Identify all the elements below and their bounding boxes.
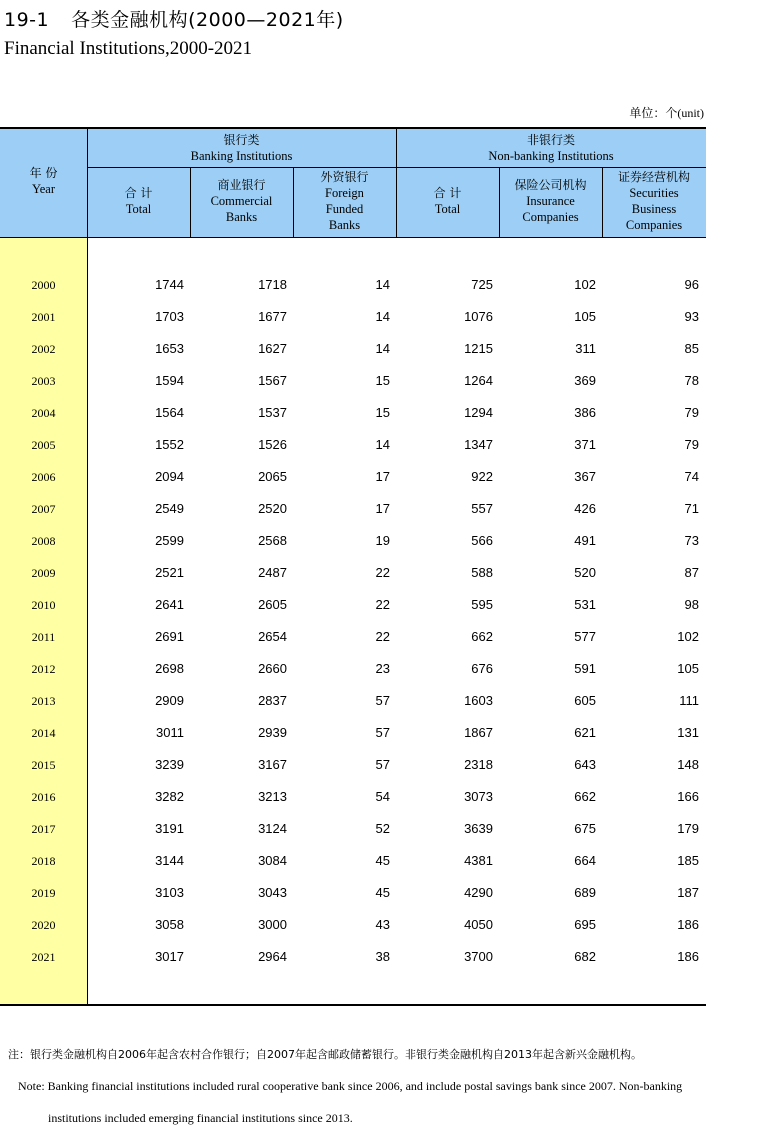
table-cell: 4290: [464, 885, 493, 900]
table-cell: 186: [677, 917, 699, 932]
header-securities-en2: Business: [631, 202, 677, 216]
table-cell: 2837: [258, 693, 287, 708]
table-cell: 71: [684, 501, 699, 516]
table-cell: 4381: [464, 853, 493, 868]
table-cell: 1718: [258, 277, 287, 292]
table-cell: 85: [684, 341, 699, 356]
table-cell: 185: [677, 853, 699, 868]
table-cell: 3191: [155, 821, 184, 836]
table-cell: 1264: [464, 373, 493, 388]
header-commercial: [190, 177, 293, 225]
table-cell: 695: [574, 917, 596, 932]
header-insurance-cn: 保险公司机构: [514, 178, 587, 192]
table-cell: 491: [574, 533, 596, 548]
table-cell: 566: [471, 533, 493, 548]
unit-cn: 单位：个: [629, 106, 678, 120]
row-year: 2007: [31, 502, 56, 516]
row-year: 2002: [31, 342, 56, 356]
table-cell: 1594: [155, 373, 184, 388]
table-cell: 3073: [464, 789, 493, 804]
header-banking: [87, 132, 396, 164]
header-nonbanking-cn: 非银行类: [526, 133, 575, 147]
table-cell: 1526: [258, 437, 287, 452]
header-securities-cn: 证券经营机构: [617, 170, 690, 184]
table-cell: 93: [684, 309, 699, 324]
row-year: 2017: [31, 822, 56, 836]
table-cell: 577: [574, 629, 596, 644]
table-cell: 96: [684, 277, 699, 292]
table-cell: 3084: [258, 853, 287, 868]
table-cell: 23: [375, 661, 390, 676]
table-cell: 1703: [155, 309, 184, 324]
header-nonbanking-total-en: Total: [434, 202, 461, 216]
table-cell: 14: [375, 437, 390, 452]
page-title-cn: [4, 5, 344, 32]
table-cell: 1677: [258, 309, 287, 324]
table-cell: 22: [375, 629, 390, 644]
table-cell: 588: [471, 565, 493, 580]
header-banking-total: [87, 185, 190, 217]
table-cell: 52: [375, 821, 390, 836]
table-cell: 2094: [155, 469, 184, 484]
table-cell: 14: [375, 277, 390, 292]
row-year: 2021: [31, 950, 56, 964]
table-cell: 2660: [258, 661, 287, 676]
table-cell: 3017: [155, 949, 184, 964]
table-cell: 621: [574, 725, 596, 740]
table-cell: 3239: [155, 757, 184, 772]
table-cell: 2318: [464, 757, 493, 772]
header-nonbanking-total-cn: 合 计: [433, 186, 462, 200]
table-cell: 54: [375, 789, 390, 804]
table-cell: 1567: [258, 373, 287, 388]
title-cn-text: 各类金融机构(2000—2021年): [71, 9, 344, 31]
table-cell: 3058: [155, 917, 184, 932]
header-year-cn: 年 份: [29, 166, 58, 180]
table-cell: 3103: [155, 885, 184, 900]
table-cell: 45: [375, 853, 390, 868]
table-cell: 2939: [258, 725, 287, 740]
table-cell: 1653: [155, 341, 184, 356]
table-cell: 2605: [258, 597, 287, 612]
table-cell: 3144: [155, 853, 184, 868]
note-en-line2: institutions included emerging financial institutions since 2013.: [48, 1111, 353, 1125]
table-cell: 426: [574, 501, 596, 516]
table-cell: 74: [684, 469, 699, 484]
table-cell: 79: [684, 437, 699, 452]
table-cell: 2654: [258, 629, 287, 644]
table-cell: 2521: [155, 565, 184, 580]
table-cell: 664: [574, 853, 596, 868]
table-cell: 2599: [155, 533, 184, 548]
table-cell: 1603: [464, 693, 493, 708]
row-year: 2009: [31, 566, 56, 580]
header-insurance-en2: Companies: [522, 210, 579, 224]
group-underline: [87, 167, 706, 168]
header-year: [0, 165, 87, 197]
header-banking-en: Banking Institutions: [190, 149, 293, 163]
table-cell: 2698: [155, 661, 184, 676]
table-cell: 2909: [155, 693, 184, 708]
table-cell: 662: [471, 629, 493, 644]
table-cell: 1744: [155, 277, 184, 292]
row-year: 2019: [31, 886, 56, 900]
table-cell: 591: [574, 661, 596, 676]
table-cell: 682: [574, 949, 596, 964]
table-cell: 57: [375, 725, 390, 740]
note-cn: 注：银行类金融机构自2006年起含农村合作银行；自2007年起含邮政储蓄银行。非银行类金融机构自2013年起含新兴金融机构。: [8, 1048, 642, 1061]
header-nonbanking-en: Non-banking Institutions: [488, 149, 614, 163]
table-cell: 1076: [464, 309, 493, 324]
table-cell: 102: [677, 629, 699, 644]
header-commercial-en1: Commercial: [210, 194, 273, 208]
header-foreign: [293, 169, 396, 233]
table-cell: 1867: [464, 725, 493, 740]
year-divider: [87, 127, 88, 1006]
row-year: 2012: [31, 662, 56, 676]
table-cell: 2520: [258, 501, 287, 516]
table-cell: 2964: [258, 949, 287, 964]
table-cell: 98: [684, 597, 699, 612]
table-cell: 111: [679, 693, 699, 708]
row-year: 2001: [31, 310, 56, 324]
table-cell: 3011: [156, 725, 184, 740]
table-cell: 1627: [258, 341, 287, 356]
row-year: 2003: [31, 374, 56, 388]
table-cell: 3282: [155, 789, 184, 804]
table-cell: 57: [375, 693, 390, 708]
table-cell: 922: [471, 469, 493, 484]
table-cell: 386: [574, 405, 596, 420]
row-year: 2008: [31, 534, 56, 548]
table-cell: 166: [677, 789, 699, 804]
row-year: 2015: [31, 758, 56, 772]
table-cell: 105: [574, 309, 596, 324]
table-cell: 57: [375, 757, 390, 772]
table-cell: 148: [677, 757, 699, 772]
table-cell: 3043: [258, 885, 287, 900]
table-cell: 179: [677, 821, 699, 836]
header-bottom-rule: [0, 237, 706, 238]
table-cell: 676: [471, 661, 493, 676]
row-year: 2016: [31, 790, 56, 804]
table-cell: 371: [574, 437, 596, 452]
row-year: 2000: [31, 278, 56, 292]
header-insurance: [499, 177, 602, 225]
row-year: 2018: [31, 854, 56, 868]
table-cell: 367: [574, 469, 596, 484]
table-cell: 19: [375, 533, 390, 548]
header-commercial-en2: Banks: [225, 210, 258, 224]
unit-en: (unit): [677, 106, 704, 120]
header-banking-total-en: Total: [125, 202, 152, 216]
table-cell: 14: [375, 309, 390, 324]
table-cell: 15: [375, 373, 390, 388]
table-cell: 3124: [258, 821, 287, 836]
table-cell: 45: [375, 885, 390, 900]
table-cell: 79: [684, 405, 699, 420]
table-cell: 1564: [155, 405, 184, 420]
table-cell: 187: [677, 885, 699, 900]
table-cell: 17: [375, 501, 390, 516]
table-cell: 1552: [155, 437, 184, 452]
header-banking-total-cn: 合 计: [124, 186, 153, 200]
header-securities-en3: Companies: [625, 218, 683, 232]
table-cell: 38: [375, 949, 390, 964]
table-cell: 3000: [258, 917, 287, 932]
table-cell: 102: [574, 277, 596, 292]
header-nonbanking: [396, 132, 706, 164]
row-year: 2004: [31, 406, 56, 420]
table-cell: 3213: [258, 789, 287, 804]
table-cell: 3639: [464, 821, 493, 836]
table-cell: 73: [684, 533, 699, 548]
table-cell: 2065: [258, 469, 287, 484]
row-year: 2010: [31, 598, 56, 612]
table-bottom-rule: [0, 1004, 706, 1006]
table-cell: 2487: [258, 565, 287, 580]
table-cell: 78: [684, 373, 699, 388]
table-cell: 725: [471, 277, 493, 292]
row-year: 2013: [31, 694, 56, 708]
table-cell: 2691: [155, 629, 184, 644]
table-cell: 662: [574, 789, 596, 804]
note-en-line1: Note: Banking financial institutions included rural cooperative bank since 2006, and include postal savings bank since 2007. Non-banking: [18, 1079, 683, 1093]
table-number: 19-1: [4, 9, 50, 31]
table-cell: 15: [375, 405, 390, 420]
table-cell: 3167: [258, 757, 287, 772]
table-cell: 643: [574, 757, 596, 772]
table-cell: 105: [677, 661, 699, 676]
table-cell: 22: [375, 565, 390, 580]
table-cell: 22: [375, 597, 390, 612]
table-cell: 531: [574, 597, 596, 612]
table-cell: 520: [574, 565, 596, 580]
table-cell: 186: [677, 949, 699, 964]
header-foreign-en2: Funded: [325, 202, 364, 216]
page-title-en: Financial Institutions,2000-2021: [4, 38, 253, 59]
row-year: 2014: [31, 726, 56, 740]
row-year: 2006: [31, 470, 56, 484]
header-securities: [602, 169, 706, 233]
table-cell: 605: [574, 693, 596, 708]
table-cell: 2641: [155, 597, 184, 612]
header-nonbanking-total: [396, 185, 499, 217]
table-cell: 2568: [258, 533, 287, 548]
table-cell: 369: [574, 373, 596, 388]
data-table: [0, 127, 706, 1006]
table-cell: 1537: [258, 405, 287, 420]
table-cell: 1347: [464, 437, 493, 452]
row-year: 2005: [31, 438, 56, 452]
table-cell: 3700: [464, 949, 493, 964]
table-cell: 4050: [464, 917, 493, 932]
header-securities-en1: Securities: [629, 186, 679, 200]
unit-label: [629, 104, 704, 121]
table-cell: 2549: [155, 501, 184, 516]
table-cell: 1215: [464, 341, 493, 356]
table-cell: 131: [677, 725, 699, 740]
row-year: 2020: [31, 918, 56, 932]
table-cell: 43: [375, 917, 390, 932]
header-foreign-en3: Banks: [328, 218, 361, 232]
table-cell: 14: [375, 341, 390, 356]
table-cell: 557: [471, 501, 493, 516]
row-year: 2011: [31, 630, 56, 644]
table-cell: 689: [574, 885, 596, 900]
header-commercial-cn: 商业银行: [217, 178, 266, 192]
table-cell: 595: [471, 597, 493, 612]
table-cell: 1294: [464, 405, 493, 420]
header-foreign-cn: 外资银行: [320, 170, 369, 184]
table-cell: 87: [684, 565, 699, 580]
header-insurance-en1: Insurance: [526, 194, 575, 208]
table-cell: 311: [575, 341, 596, 356]
table-cell: 675: [574, 821, 596, 836]
header-banking-cn: 银行类: [223, 133, 260, 147]
header-foreign-en1: Foreign: [325, 186, 364, 200]
header-year-en: Year: [31, 182, 56, 196]
table-cell: 17: [375, 469, 390, 484]
